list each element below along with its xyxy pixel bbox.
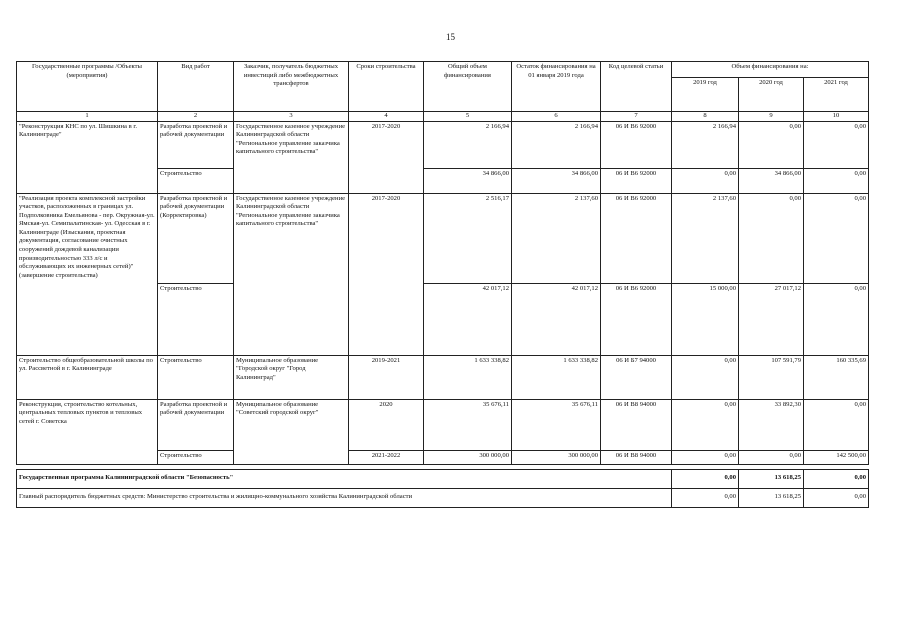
work-type: Строительство: [158, 168, 234, 193]
manager-2021: 0,00: [804, 488, 869, 507]
work-type: Разработка проектной и рабочей документации: [158, 121, 234, 168]
amount-2019: 0,00: [672, 168, 739, 193]
header-code: Код целевой статьи: [601, 62, 672, 112]
col-number: 8: [672, 112, 739, 122]
total-amount: 300 000,00: [424, 450, 512, 464]
header-objects: Государственные программы /Объекты (мероприятия): [17, 62, 158, 112]
target-code: 06 И В6 92000: [601, 283, 672, 355]
total-amount: 34 866,00: [424, 168, 512, 193]
table-row: [17, 355, 869, 399]
work-type: Строительство: [158, 355, 234, 399]
remaining-amount: 2 137,60: [512, 193, 601, 283]
table-row: [17, 399, 869, 450]
header-year-2021: 2021 год: [804, 78, 869, 112]
header-work-type: Вид работ: [158, 62, 234, 112]
remaining-amount: 34 866,00: [512, 168, 601, 193]
total-amount: 35 676,11: [424, 399, 512, 450]
object-name: "Реконструкция КНС по ул. Шишкина в г. Калининграде": [17, 121, 158, 193]
remaining-amount: 300 000,00: [512, 450, 601, 464]
remaining-amount: 42 017,12: [512, 283, 601, 355]
amount-2021: 0,00: [804, 193, 869, 283]
remaining-amount: 35 676,11: [512, 399, 601, 450]
customer: Государственное казенное учреждение Калининградской области "Региональное управление заказчика капитального строительства": [234, 121, 349, 193]
header-total: Общий объем финансирования: [424, 62, 512, 112]
target-code: 06 И В8 94000: [601, 450, 672, 464]
col-number: 5: [424, 112, 512, 122]
amount-2019: 15 000,00: [672, 283, 739, 355]
amount-2019: 2 137,60: [672, 193, 739, 283]
program-total-label: Государственная программа Калининградской области "Безопасность": [17, 469, 672, 488]
page-number: 15: [446, 32, 455, 42]
amount-2020: 107 591,79: [739, 355, 804, 399]
amount-2020: 34 866,00: [739, 168, 804, 193]
col-number: 3: [234, 112, 349, 122]
period: 2017-2020: [349, 121, 424, 193]
total-amount: 1 633 338,82: [424, 355, 512, 399]
target-code: 06 И Б7 94000: [601, 355, 672, 399]
period: 2020: [349, 399, 424, 450]
amount-2019: 0,00: [672, 355, 739, 399]
object-name: "Реализация проекта комплексной застройки участков, расположенных в границах ул. Подполковника Емельянова - пер. Окружная-ул. Ямская-ул. Семипалатинская- ул. Одесская в г. Калининграде (Изыскания, проектная документация, согласование очистных сооружений дождевой канализации производительностью 333 л/с и обслуживающих их инженерных сетей)"(завершение строительства): [17, 193, 158, 355]
header-year-2019: 2019 год: [672, 78, 739, 112]
manager-2019: 0,00: [672, 488, 739, 507]
program-total-2021: 0,00: [804, 469, 869, 488]
remaining-amount: 2 166,94: [512, 121, 601, 168]
financing-table: [16, 61, 869, 508]
period: 2019-2021: [349, 355, 424, 399]
header-year-2020: 2020 год: [739, 78, 804, 112]
amount-2021: 0,00: [804, 168, 869, 193]
amount-2020: 0,00: [739, 450, 804, 464]
amount-2020: 0,00: [739, 193, 804, 283]
object-name: Строительство общеобразовательной школы по ул. Рассветной в г. Калининграде: [17, 355, 158, 399]
work-type: Разработка проектной и рабочей документации (Корректировка): [158, 193, 234, 283]
target-code: 06 И В6 92000: [601, 193, 672, 283]
work-type: Строительство: [158, 450, 234, 464]
object-name: Реконструкция, строительство котельных, центральных тепловых пунктов и тепловых сетей г. Советска: [17, 399, 158, 464]
target-code: 06 И В6 92000: [601, 168, 672, 193]
header-funding-group: Объем финансирования на:: [672, 62, 869, 78]
work-type: Разработка проектной и рабочей документации: [158, 399, 234, 450]
amount-2020: 27 017,12: [739, 283, 804, 355]
col-number: 4: [349, 112, 424, 122]
work-type: Строительство: [158, 283, 234, 355]
amount-2019: 0,00: [672, 450, 739, 464]
total-amount: 2 166,94: [424, 121, 512, 168]
col-number: 9: [739, 112, 804, 122]
amount-2021: 142 500,00: [804, 450, 869, 464]
program-total-2020: 13 618,25: [739, 469, 804, 488]
period: 2021-2022: [349, 450, 424, 464]
customer: Муниципальное образование "Городской округ "Город Калининград": [234, 355, 349, 399]
col-number: 1: [17, 112, 158, 122]
manager-2020: 13 618,25: [739, 488, 804, 507]
amount-2019: 0,00: [672, 399, 739, 450]
table-row: [17, 121, 869, 168]
customer: Муниципальное образование "Советский городской округ": [234, 399, 349, 464]
amount-2021: 0,00: [804, 399, 869, 450]
header-remaining: Остаток финансирования на 01 января 2019 года: [512, 62, 601, 112]
amount-2020: 33 892,30: [739, 399, 804, 450]
column-numbers-row: [17, 112, 869, 122]
manager-row: [17, 488, 869, 507]
remaining-amount: 1 633 338,82: [512, 355, 601, 399]
program-total-2019: 0,00: [672, 469, 739, 488]
customer: Государственное казенное учреждение Калининградской области "Региональное управление заказчика капитального строительства": [234, 193, 349, 355]
col-number: 2: [158, 112, 234, 122]
header-row: [17, 62, 869, 78]
header-customer: Заказчик, получатель бюджетных инвестиций либо межбюджетных трансфертов: [234, 62, 349, 112]
table-row: [17, 193, 869, 283]
total-amount: 2 516,17: [424, 193, 512, 283]
target-code: 06 И В8 94000: [601, 399, 672, 450]
col-number: 6: [512, 112, 601, 122]
target-code: 06 И В6 92000: [601, 121, 672, 168]
amount-2021: 160 335,69: [804, 355, 869, 399]
amount-2021: 0,00: [804, 121, 869, 168]
manager-label: Главный распорядитель бюджетных средств: Министерство строительства и жилищно-коммунального хозяйства Калининградской области: [17, 488, 672, 507]
total-amount: 42 017,12: [424, 283, 512, 355]
col-number: 7: [601, 112, 672, 122]
header-period: Сроки строительства: [349, 62, 424, 112]
program-total-row: [17, 469, 869, 488]
col-number: 10: [804, 112, 869, 122]
amount-2019: 2 166,94: [672, 121, 739, 168]
period: 2017-2020: [349, 193, 424, 355]
amount-2021: 0,00: [804, 283, 869, 355]
amount-2020: 0,00: [739, 121, 804, 168]
